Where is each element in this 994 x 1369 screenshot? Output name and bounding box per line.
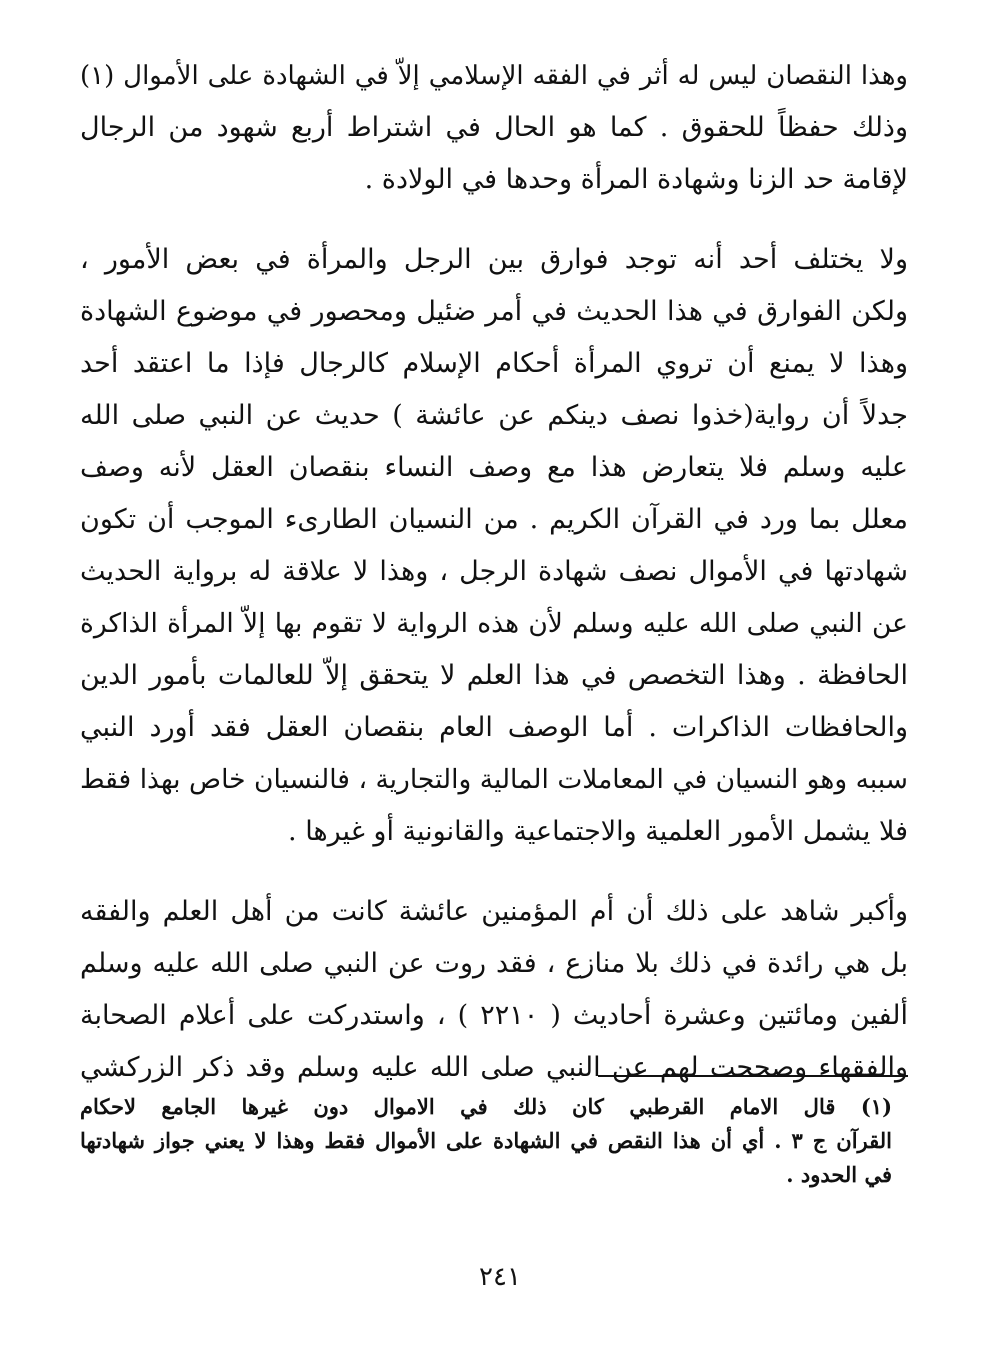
text-line: ألفين ومائتين وعشرة أحاديث ( ٢٢١٠ ) ، واستدركت على أعلام الصحابة [80,1000,908,1031]
footnote-separator [598,1075,908,1077]
text-line: شهادتها في الأموال نصف شهادة الرجل ، وهذا لا علاقة له برواية الحديث [80,556,908,587]
main-text [80,50,908,1094]
text-line: عليه وسلم فلا يتعارض هذا مع وصف النساء بنقصان العقل لأنه وصف [80,452,908,483]
footnote-line: (١) قال الامام القرطبي كان ذلك في الاموال دون غيرها الجامع لاحكام [80,1094,892,1119]
footnote-line: القرآن ج ٣ . أي أن هذا النقص في الشهادة على الأموال فقط وهذا لا يعني جواز شهادتها [80,1128,892,1153]
paragraph-3 [80,886,908,1094]
text-line: والفقهاء وصححت لهم عن النبي صلى الله عليه وسلم وقد ذكر الزركشي [80,1052,908,1083]
text-line: بل هي رائدة في ذلك بلا منازع ، فقد روت عن النبي صلى الله عليه وسلم [80,948,908,979]
text-line: والحافظات الذاكرات . أما الوصف العام بنقصان العقل فقد أورد النبي [80,712,908,743]
footnotes [80,1090,892,1192]
footnote-line: في الحدود . [786,1162,892,1187]
text-line: سببه وهو النسيان في المعاملات المالية والتجارية ، فالنسيان خاص بهذا فقط [80,764,908,795]
text-line: وذلك حفظاً للحقوق . كما هو الحال في اشتراط أربع شهود من الرجال [80,112,908,143]
paragraph-1 [80,50,908,206]
text-line: فلا يشمل الأمور العلمية والاجتماعية والقانونية أو غيرها . [288,816,908,847]
text-line: لإقامة حد الزنا وشهادة المرأة وحدها في الولادة . [364,164,908,195]
text-line: ولا يختلف أحد أنه توجد فوارق بين الرجل والمرأة في بعض الأمور ، [80,244,908,275]
text-line: معلل بما ورد في القرآن الكريم . من النسيان الطارىء الموجب أن تكون [80,504,908,535]
text-line: وأكبر شاهد على ذلك أن أم المؤمنين عائشة كانت من أهل العلم والفقه [80,896,908,927]
text-line: جدلاً أن رواية(خذوا نصف دينكم عن عائشة ) حديث عن النبي صلى الله [80,400,908,431]
page-number: ٢٤١ [479,1262,521,1292]
paragraph-2 [80,234,908,858]
text-line: ولكن الفوارق في هذا الحديث في أمر ضئيل ومحصور في موضوع الشهادة [80,296,908,327]
text-line: الحافظة . وهذا التخصص في هذا العلم لا يتحقق إلاّ للعالمات بأمور الدين [80,660,908,691]
text-line: وهذا النقصان ليس له أثر في الفقه الإسلامي إلاّ في الشهادة على الأموال (١) [80,61,908,91]
text-line: وهذا لا يمنع أن تروي المرأة أحكام الإسلام كالرجال فإذا ما اعتقد أحد [80,348,908,379]
text-line: عن النبي صلى الله عليه وسلم لأن هذه الرواية لا تقوم بها إلاّ المرأة الذاكرة [80,608,908,639]
